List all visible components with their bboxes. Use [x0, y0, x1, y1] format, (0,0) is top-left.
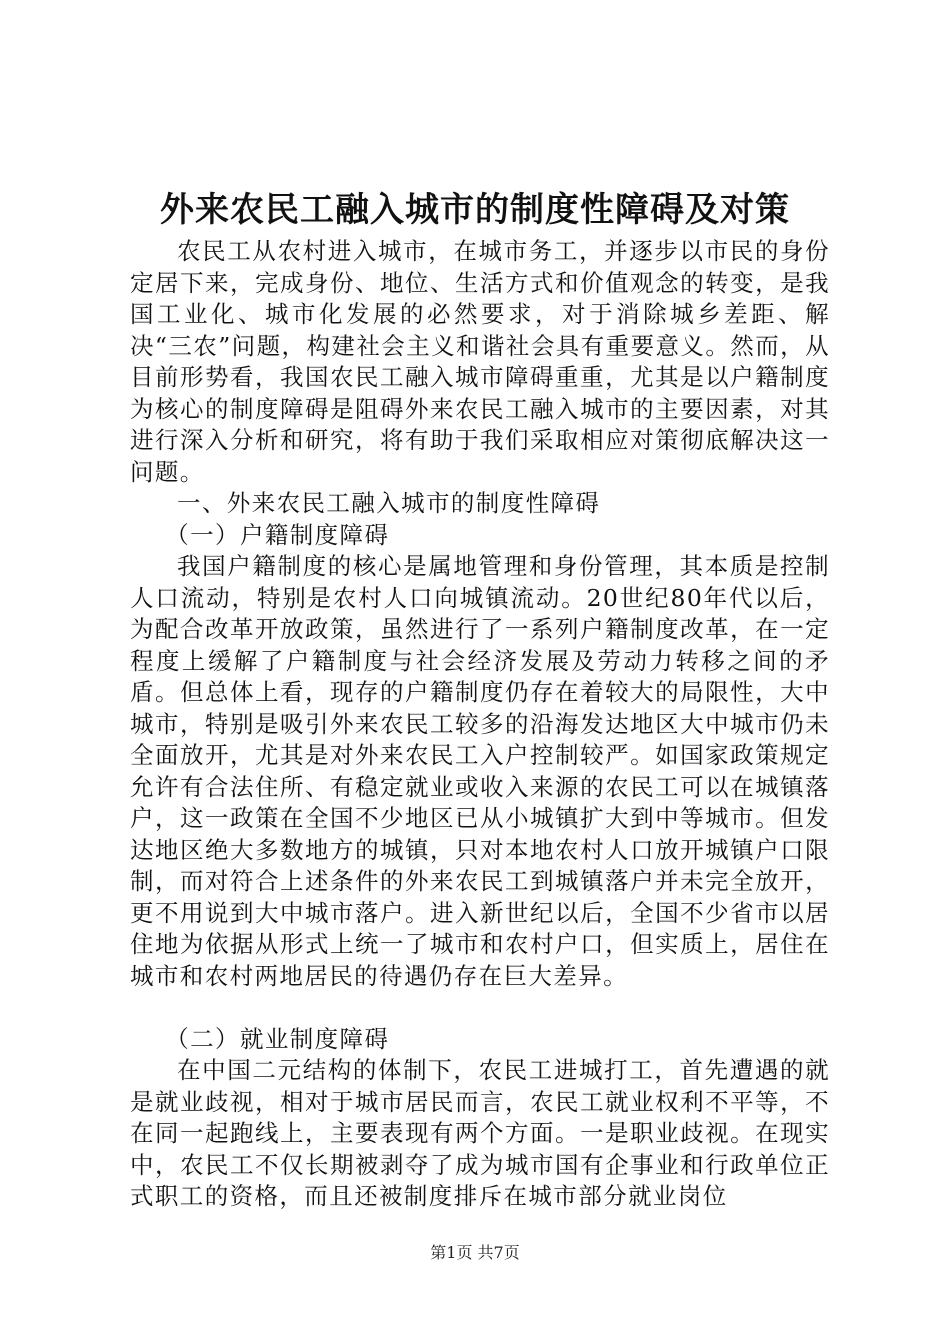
- paragraph-spacer: [130, 992, 830, 1024]
- employment-paragraph: 在中国二元结构的体制下，农民工进城打工，首先遭遇的就是就业歧视，相对于城市居民而言，农民工就业权利不平等，不在同一起跑线上，主要表现有两个方面。一是职业歧视。在现实中，农民工不仅长期被剥夺了成为城市国有企事业和行政单位正式职工的资格，而且还被制度排斥在城市部分就业岗位: [130, 1056, 830, 1210]
- document-title: 外来农民工融入城市的制度性障碍及对策: [160, 190, 790, 230]
- document-body: [130, 236, 830, 1213]
- section-heading-1: 一、外来农民工融入城市的制度性障碍: [177, 489, 601, 517]
- subsection-heading-employment: （二）就业制度障碍: [165, 1024, 390, 1053]
- subsection-heading-hukou: （一）户籍制度障碍: [165, 520, 390, 549]
- page-footer: 第1页 共7页: [430, 1243, 520, 1262]
- hukou-paragraph: 我国户籍制度的核心是属地管理和身份管理，其本质是控制人口流动，特别是农村人口向城镇流动。20世纪80年代以后，为配合改革开放政策，虽然进行了一系列户籍制度改革，在一定程度上缓解了户籍制度与社会经济发展及劳动力转移之间的矛盾。但总体上看，现存的户籍制度仍存在着较大的局限性，大中城市，特别是吸引外来农民工较多的沿海发达地区大中城市仍未全面放开，尤其是对外来农民工入户控制较严。如国家政策规定允许有合法住所、有稳定就业或收入来源的农民工可以在城镇落户，这一政策在全国不少地区已从小城镇扩大到中等城市。但发达地区绝大多数地方的城镇，只对本地农村人口放开城镇户口限制，而对符合上述条件的外来农民工到城镇落户并未完全放开，更不用说到大中城市落户。进入新世纪以后，全国不少省市以居住地为依据从形式上统一了城市和农村户口，但实质上，居住在城市和农村两地居民的待遇仍存在巨大差异。: [130, 552, 830, 990]
- intro-paragraph: 农民工从农村进入城市，在城市务工，并逐步以市民的身份定居下来，完成身份、地位、生活方式和价值观念的转变，是我国工业化、城市化发展的必然要求，对于消除城乡差距、解决“三农”问题，构建社会主义和谐社会具有重要意义。然而，从目前形势看，我国农民工融入城市障碍重重，尤其是以户籍制度为核心的制度障碍是阻碍外来农民工融入城市的主要因素，对其进行深入分析和研究，将有助于我们采取相应对策彻底解决这一问题。: [130, 237, 830, 486]
